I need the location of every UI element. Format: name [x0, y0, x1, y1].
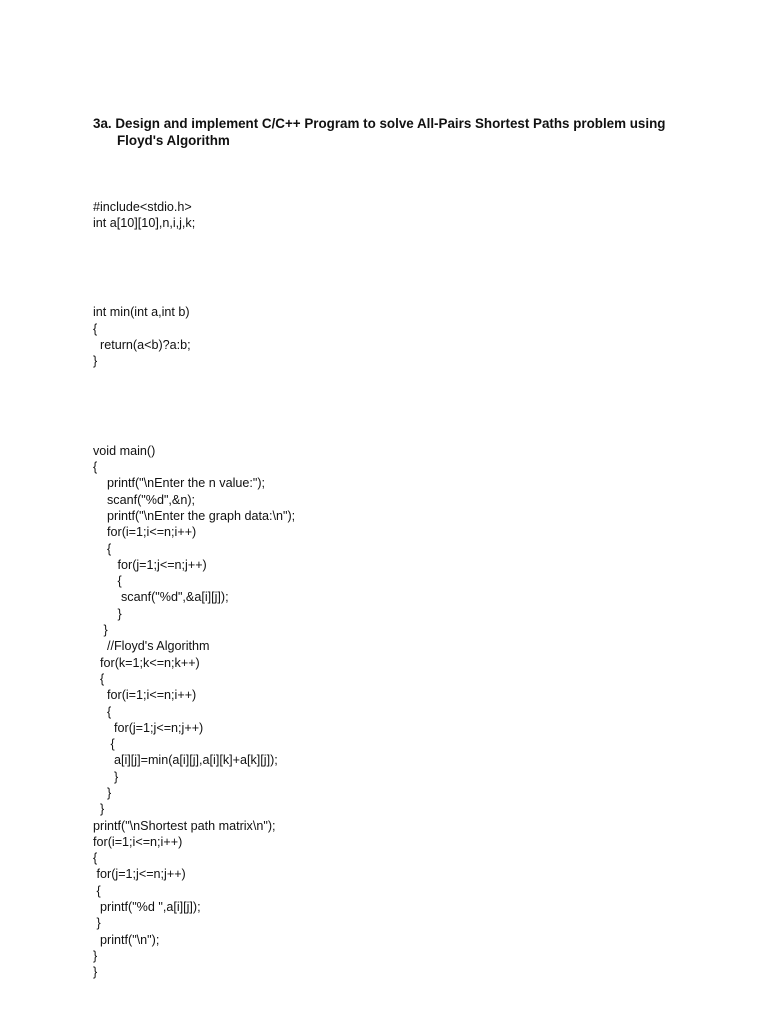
code-line: { [93, 321, 98, 336]
code-line: } [93, 802, 105, 817]
code-line: printf("\nEnter the graph data:\n"); [93, 508, 296, 523]
code-line: for(j=1;j<=n;j++) [93, 867, 186, 882]
code-line: { [93, 883, 101, 898]
code-listing [93, 166, 693, 1013]
code-line: } [93, 769, 119, 784]
code-line: return(a<b)?a:b; [93, 337, 191, 352]
code-block-gap [93, 264, 693, 272]
code-line: { [93, 851, 98, 866]
code-line: } [93, 965, 98, 980]
code-line: { [93, 541, 112, 556]
code-line: for(i=1;i<=n;i++) [93, 525, 197, 540]
code-line: { [93, 704, 112, 719]
code-line: printf("\n"); [93, 932, 160, 947]
code-line: } [93, 948, 98, 963]
code-line: } [93, 916, 101, 931]
code-line: printf("%d ",a[i][j]); [93, 900, 201, 915]
code-line: for(i=1;i<=n;i++) [93, 834, 183, 849]
code-line: { [93, 671, 105, 686]
code-line: int a[10][10],n,i,j,k; [93, 215, 196, 230]
code-block-gap [93, 402, 693, 410]
code-line: a[i][j]=min(a[i][j],a[i][k]+a[k][j]); [93, 753, 278, 768]
code-line: void main() [93, 443, 156, 458]
code-line: for(k=1;k<=n;k++) [93, 655, 200, 670]
code-line: } [93, 785, 112, 800]
code-line: { [93, 574, 122, 589]
code-line: printf("\nShortest path matrix\n"); [93, 818, 276, 833]
code-line: //Floyd's Algorithm [93, 639, 210, 654]
heading-line-1: 3a. Design and implement C/C++ Program to solve All-Pairs Shortest Paths problem using [93, 116, 666, 131]
code-line: } [93, 354, 98, 369]
code-line: { [93, 460, 98, 475]
code-line: for(j=1;j<=n;j++) [93, 557, 207, 572]
heading-line-2: Floyd's Algorithm [117, 133, 230, 148]
code-line: for(j=1;j<=n;j++) [93, 720, 204, 735]
code-line: #include<stdio.h> [93, 199, 192, 214]
code-line: scanf("%d",&a[i][j]); [93, 590, 229, 605]
code-line: { [93, 737, 115, 752]
code-block-includes [93, 199, 693, 232]
code-block-min-function [93, 304, 693, 369]
code-line: scanf("%d",&n); [93, 492, 196, 507]
code-line: for(i=1;i<=n;i++) [93, 688, 197, 703]
code-block-main-function [93, 443, 693, 981]
assignment-heading [93, 115, 713, 149]
code-line: } [93, 606, 122, 621]
code-line: } [93, 623, 108, 638]
code-line: int min(int a,int b) [93, 305, 190, 320]
code-line: printf("\nEnter the n value:"); [93, 476, 266, 491]
